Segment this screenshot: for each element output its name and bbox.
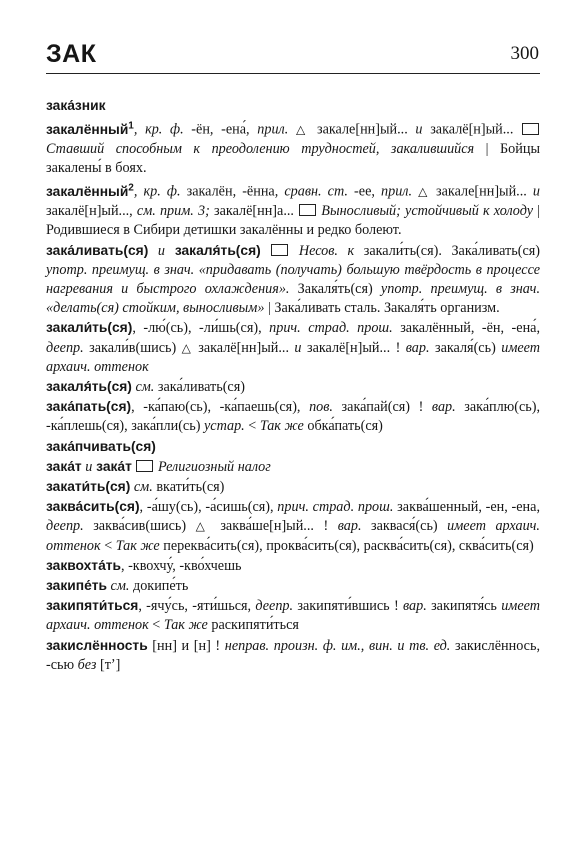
entry-zakalennyi-1 [46,116,540,178]
entry-headword: зака́ливать(ся) [46,242,149,258]
grammar-note: прил. [374,184,413,200]
grammar-note: , кр. ф. [133,184,181,200]
grammar-note: имеет архаич. оттенок [46,518,540,554]
entry-zakalivat: зака́ливать(ся) и закаля́ть(ся) Несов. к закали́ть(ся). Зака́ливать(ся) употр. преимущ. в знач. «придавать (получать) большую твёрдость в процессе нагревания и быстрого охлаждения». Закаля́ть(ся) употр. преимущ. в знач. «делать(ся) стойким, выносливым» | Зака́ливать сталь. Закаля́ть организм. [46,242,541,317]
grammar-note: деепр. [46,518,84,535]
grammar-note: Так же [163,617,208,634]
grammar-note: без [74,656,97,673]
entry-zakatit [46,477,540,497]
triangle-icon: △ [418,185,430,199]
entry-headword: зака́пчивать(ся) [46,438,156,454]
grammar-note: к [337,242,355,259]
entry-zakipet [46,576,540,596]
grammar-note: и [407,121,423,138]
entry-headword: заква́сить(ся) [46,499,140,515]
meaning-box-icon [522,123,539,135]
cross-reference: зака́ливать(ся) [154,379,245,396]
grammar-note: деепр. [251,598,294,615]
grammar-note: прич. страд. прош. [261,320,393,337]
grammar-note: Так же [259,418,304,435]
grammar-note: см. [106,578,130,595]
usage-example: | Зака́ливать сталь. Закаля́ть организм. [264,300,500,317]
entry-headword: закипяти́ться [46,598,139,614]
usage-example: | Родившиеся в Сибири детишки закалённы и редко болеют. [46,203,541,239]
entry-headword: зака́т [46,458,82,474]
entry-zakislennost: закислённость [нн] и [н] ! неправ. произн. ф. им., вин. и тв. ед. закислённось, -сью без [тʼ] [46,637,540,673]
header-guide-word: ЗАК [46,40,97,68]
grammar-note: вар. [400,339,430,356]
meaning-box-icon [271,244,288,256]
grammar-note: см. [130,479,153,496]
usage-note: употр. преимущ. в знач. «придавать (получать) большую твёрдость в процессе нагревания и быстрого охлаждения». [46,261,540,298]
meaning-box-icon [299,204,316,216]
entry-zakalennyi-2: закалённый$^2$, кр. ф. закалён, -ённа, сравн. ст. -ее, прил. △ закале[нн]ый... и закалё[н]ый..., см. прим. 3; закалё[нн]а... Выносливый; устойчивый к холоду | Родившиеся в Сибири детишки закалённы и редко болеют. [46,182,541,239]
entry-zakapchivat [46,437,540,457]
grammar-note: прил. [249,121,289,138]
triangle-icon: △ [295,122,310,137]
entry-headword: закипе́ть [46,578,107,594]
entry-zakalit: закали́ть(ся), -лю́(сь), -ли́шь(ся), прич. страд. прош. закалённый, -ён, -ена́, деепр. закали́в(шись) △ закалё[нн]ый... и закалё[н]ый... ! вар. закаля́(сь) имеет архаич. оттенок [46,320,541,375]
page-number: 300 [510,43,539,64]
cross-reference: докипе́ть [129,578,189,595]
entry-headword-variant: закаля́ть(ся) [164,242,261,258]
definition: Выносливый; устойчивый к холоду [317,203,533,220]
entry-headword: зака́пать(ся) [46,399,132,415]
grammar-note: вар. [423,399,456,416]
definition: Ставший способным к преодолению трудностей, закалившийся [46,141,475,157]
entry-zakvasit: заква́сить(ся), -а́шу(сь), -а́сишь(ся), прич. страд. прош. заква́шенный, -ен, -ена, деепр. заква́сив(шись) △ заква́ше[н]ый... ! вар. заквася́(сь) имеет архаич. оттенок < Так же переква́сить(ся), проква́сить(ся), расква́сить(ся), сква́сить(ся) [46,499,540,554]
entry-text: -ён, -ена́, [183,121,250,138]
running-header [46,40,539,74]
cross-reference: раскипяти́ться [207,617,299,634]
grammar-note: имеет архаич. оттенок [46,339,541,375]
entry-text: закалё[н]ый... [422,121,522,138]
grammar-note: устар. [200,418,245,435]
grammar-note: и [81,458,93,475]
grammar-note: вар. [328,518,362,535]
entry-zakapat: зака́пать(ся), -ка́паю(сь), -ка́паешь(ся), пов. зака́пай(ся) ! вар. зака́плю(сь), -ка́плешь(ся), зака́пли(сь) устар. < Так же обка́пать(ся) [46,399,541,435]
grammar-note: Так же [115,537,160,554]
usage-note: употр. преимущ. в знач. «делать(ся) стойким, выносливым» [46,281,540,317]
entry-headword: закати́ть(ся) [46,479,131,495]
definition: Религиозный налог [154,458,271,475]
grammar-note: и [289,339,302,356]
grammar-note: , кр. ф. [133,121,184,138]
meaning-box-icon [136,460,153,472]
grammar-note: и [526,184,541,200]
grammar-note: имеет архаич. оттенок [46,598,541,634]
entry-headword: зака́зник [46,98,106,113]
entry-zakaznik [46,96,540,116]
entry-headword: закаля́ть(ся) [46,379,132,395]
grammar-note: см. прим. 3; [132,203,210,220]
grammar-note: и [148,242,165,259]
usage-example: | Бойцы закалены́ в боях. [46,141,540,177]
entry-headword: заквохта́ть [46,557,121,573]
triangle-icon: △ [181,340,193,355]
header-rule [46,73,540,74]
triangle-icon: △ [195,519,211,534]
cross-reference: переква́сить(ся), проква́сить(ся), расква́сить(ся), сква́сить(ся) [159,537,534,554]
cross-reference: вкати́ть(ся) [152,479,225,496]
entry-headword: закалённый$^2$ [46,182,134,199]
entry-headword: закали́ть(ся) [46,320,133,336]
grammar-note: деепр. [46,339,84,356]
grammar-note: см. [131,379,155,396]
cross-reference: обка́пать(ся) [303,418,383,435]
entry-zakipyatitsya: закипяти́ться, -ячу́сь, -яти́шься, деепр. закипяти́вшись ! вар. закипятя́сь имеет архаич. оттенок < Так же раскипяти́ться [46,598,541,634]
grammar-note: неправ. произн. ф. им., вин. и тв. ед. [220,637,451,654]
homonym-index: 1 [128,120,134,132]
grammar-note: сравн. ст. [278,184,348,200]
entry-zakat [46,457,540,477]
grammar-note: прич. страд. прош. [273,499,394,516]
entry-headword-variant: зака́т [92,458,132,474]
grammar-note: Несов. [289,242,338,259]
entry-headword: закислённость [46,637,148,653]
grammar-note: вар. [398,598,427,615]
grammar-note: пов. [300,399,333,416]
entry-zakvokhtat: заквохта́ть, -квохчу́, -кво́хчешь [46,557,242,574]
homonym-index: 2 [128,182,134,194]
dictionary-column [46,96,540,675]
entry-text: закале[нн]ый... [309,121,408,138]
entry-headword: закалённый$^1$ [46,120,134,137]
entry-zakalyat [46,377,540,397]
